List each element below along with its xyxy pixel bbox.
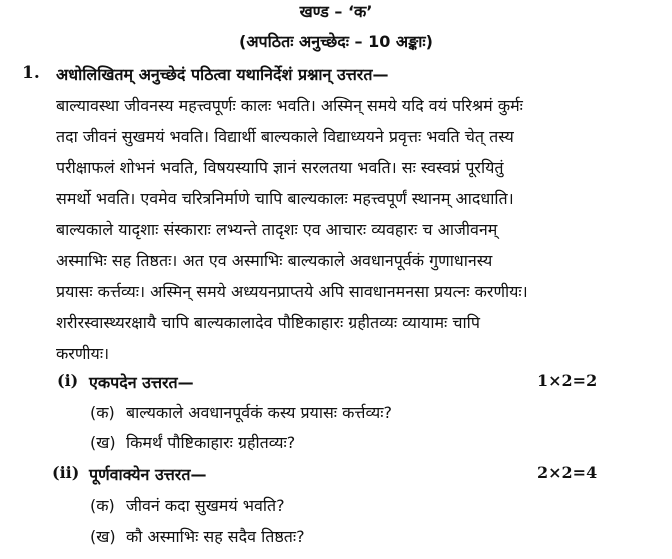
passage-line: प्रयासः कर्त्तव्यः। अस्मिन् समये अध्ययनप्राप्तये अपि सावधानमनसा प्रयत्नः करणीयः। <box>56 282 528 301</box>
section-title: खण्ड – ‘क’ <box>299 2 373 21</box>
passage-line: शरीरस्वास्थ्यरक्षायै चापि बाल्यकालादेव पौष्टिकाहारः ग्रहीतव्यः व्यायामः चापि <box>56 313 480 332</box>
item-text: किमर्थं पौष्टिकाहारः ग्रहीतव्यः? <box>126 433 296 452</box>
passage-line: बाल्यावस्था जीवनस्य महत्त्वपूर्णः कालः भवति। अस्मिन् समये यदि वयं परिश्रमं कुर्मः <box>56 96 523 115</box>
marks-label: 2×2=4 <box>537 463 598 482</box>
item-label: (ख) <box>90 433 116 452</box>
subquestion-title: एकपदेन उत्तरत— <box>89 373 194 392</box>
passage-line: बाल्यकाले यादृशाः संस्काराः लभ्यन्ते तादृशः एव आचारः व्यवहारः च आजीवनम् <box>56 220 498 239</box>
marks-label: 1×2=2 <box>537 371 598 390</box>
passage-line: तदा जीवनं सुखमयं भवति। विद्यार्थी बाल्यकाले विद्याध्ययने प्रवृत्तः भवति चेत् तस्य <box>56 127 514 146</box>
item-label: (ख) <box>90 527 116 546</box>
subquestion-number: (ii) <box>52 463 80 482</box>
item-text: कौ अस्माभिः सह सदैव तिष्ठतः? <box>126 527 305 546</box>
passage-line: समर्थो भवति। एवमेव चरित्रनिर्माणे चापि बाल्यकालः महत्त्वपूर्णं स्थानम् आदधाति। <box>56 189 514 208</box>
item-label: (क) <box>90 496 115 515</box>
question-number: 1. <box>22 63 40 83</box>
item-label: (क) <box>90 403 115 422</box>
item-text: जीवनं कदा सुखमयं भवति? <box>126 496 285 515</box>
item-text: बाल्यकाले अवधानपूर्वकं कस्य प्रयासः कर्त्तव्यः? <box>126 403 392 422</box>
subquestion-title: पूर्णवाक्येन उत्तरत— <box>89 465 207 484</box>
subquestion-number: (i) <box>57 371 79 390</box>
question-instruction: अधोलिखितम् अनुच्छेदं पठित्वा यथानिर्देशं प्रश्नान् उत्तरत— <box>56 65 389 84</box>
passage-line: अस्माभिः सह तिष्ठतः। अत एव अस्माभिः बाल्यकाले अवधानपूर्वकं गुणाधानस्य <box>56 251 493 270</box>
passage-line: परीक्षाफलं शोभनं भवति, विषयस्यापि ज्ञानं सरलतया भवति। सः स्वस्वप्नं पूरयितुं <box>56 158 504 177</box>
section-subtitle: (अपठितः अनुच्छेदः – 10 अङ्काः) <box>239 32 433 51</box>
passage-line: करणीयः। <box>56 344 110 363</box>
